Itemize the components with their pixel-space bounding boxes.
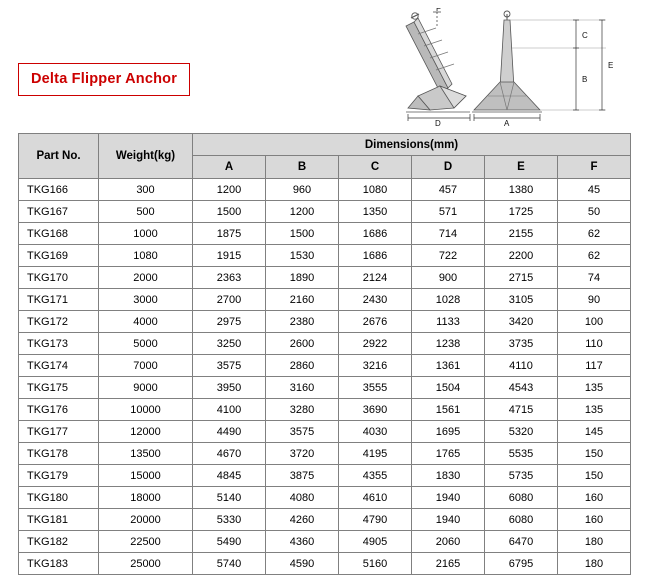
diagram-label-d: D	[435, 119, 441, 126]
cell-dim-e: 3735	[485, 333, 558, 355]
cell-part-no: TKG169	[19, 245, 99, 267]
cell-dim-f: 145	[558, 421, 631, 443]
cell-dim-a: 1875	[193, 223, 266, 245]
table-row	[19, 377, 631, 399]
cell-dim-f: 62	[558, 245, 631, 267]
cell-weight: 300	[99, 179, 193, 201]
cell-weight: 20000	[99, 509, 193, 531]
table-row	[19, 421, 631, 443]
cell-dim-b: 2860	[266, 355, 339, 377]
cell-part-no: TKG173	[19, 333, 99, 355]
cell-dim-a: 2975	[193, 311, 266, 333]
cell-dim-d: 1561	[412, 399, 485, 421]
cell-dim-f: 117	[558, 355, 631, 377]
cell-dim-d: 900	[412, 267, 485, 289]
cell-weight: 5000	[99, 333, 193, 355]
cell-dim-d: 1028	[412, 289, 485, 311]
cell-dim-c: 3555	[339, 377, 412, 399]
table-body	[19, 179, 631, 575]
cell-dim-d: 714	[412, 223, 485, 245]
cell-dim-d: 1695	[412, 421, 485, 443]
cell-dim-f: 150	[558, 465, 631, 487]
cell-dim-b: 4080	[266, 487, 339, 509]
cell-dim-e: 4715	[485, 399, 558, 421]
cell-dim-c: 4030	[339, 421, 412, 443]
cell-dim-b: 4260	[266, 509, 339, 531]
cell-part-no: TKG180	[19, 487, 99, 509]
cell-weight: 13500	[99, 443, 193, 465]
cell-dim-b: 2600	[266, 333, 339, 355]
table-row	[19, 531, 631, 553]
cell-dim-b: 1530	[266, 245, 339, 267]
specification-table	[18, 133, 631, 575]
header-dim-b: B	[266, 156, 339, 179]
header-dim-f: F	[558, 156, 631, 179]
cell-dim-e: 1725	[485, 201, 558, 223]
cell-dim-b: 3280	[266, 399, 339, 421]
cell-dim-e: 6795	[485, 553, 558, 575]
table-row	[19, 179, 631, 201]
cell-dim-c: 1686	[339, 245, 412, 267]
page-title-box	[18, 63, 190, 96]
cell-dim-f: 135	[558, 377, 631, 399]
cell-dim-f: 74	[558, 267, 631, 289]
diagram-label-b: B	[582, 75, 588, 84]
cell-dim-a: 5140	[193, 487, 266, 509]
cell-part-no: TKG182	[19, 531, 99, 553]
cell-weight: 2000	[99, 267, 193, 289]
cell-dim-b: 1200	[266, 201, 339, 223]
cell-dim-b: 1890	[266, 267, 339, 289]
cell-part-no: TKG179	[19, 465, 99, 487]
cell-dim-f: 90	[558, 289, 631, 311]
table-row	[19, 355, 631, 377]
cell-dim-a: 5490	[193, 531, 266, 553]
cell-dim-e: 2715	[485, 267, 558, 289]
table-header-row-1	[19, 134, 631, 156]
table-row	[19, 245, 631, 267]
cell-dim-a: 4670	[193, 443, 266, 465]
cell-dim-e: 2200	[485, 245, 558, 267]
cell-dim-b: 4360	[266, 531, 339, 553]
cell-dim-d: 1133	[412, 311, 485, 333]
cell-dim-d: 1830	[412, 465, 485, 487]
cell-dim-a: 1200	[193, 179, 266, 201]
cell-dim-d: 1940	[412, 509, 485, 531]
cell-dim-a: 3950	[193, 377, 266, 399]
cell-dim-e: 3105	[485, 289, 558, 311]
cell-dim-b: 2160	[266, 289, 339, 311]
table-head	[19, 134, 631, 179]
cell-part-no: TKG174	[19, 355, 99, 377]
diagram-label-e: E	[608, 61, 614, 70]
cell-dim-a: 3575	[193, 355, 266, 377]
table-row	[19, 443, 631, 465]
header-dim-a: A	[193, 156, 266, 179]
cell-dim-e: 5320	[485, 421, 558, 443]
cell-dim-b: 3875	[266, 465, 339, 487]
cell-dim-c: 3216	[339, 355, 412, 377]
cell-dim-c: 4905	[339, 531, 412, 553]
cell-dim-f: 62	[558, 223, 631, 245]
cell-dim-b: 3720	[266, 443, 339, 465]
header-dim-e: E	[485, 156, 558, 179]
cell-dim-d: 2060	[412, 531, 485, 553]
table-row	[19, 465, 631, 487]
cell-dim-c: 4790	[339, 509, 412, 531]
cell-dim-b: 1500	[266, 223, 339, 245]
cell-dim-c: 1080	[339, 179, 412, 201]
cell-weight: 1080	[99, 245, 193, 267]
cell-dim-e: 5535	[485, 443, 558, 465]
cell-dim-c: 2676	[339, 311, 412, 333]
cell-part-no: TKG183	[19, 553, 99, 575]
cell-dim-b: 3160	[266, 377, 339, 399]
cell-part-no: TKG175	[19, 377, 99, 399]
header-dim-d: D	[412, 156, 485, 179]
cell-weight: 25000	[99, 553, 193, 575]
cell-dim-d: 571	[412, 201, 485, 223]
diagram-label-c: C	[582, 31, 588, 40]
cell-dim-c: 2124	[339, 267, 412, 289]
table-row	[19, 509, 631, 531]
cell-dim-e: 6080	[485, 487, 558, 509]
cell-dim-c: 2922	[339, 333, 412, 355]
cell-dim-a: 1915	[193, 245, 266, 267]
cell-dim-c: 4355	[339, 465, 412, 487]
cell-dim-c: 4610	[339, 487, 412, 509]
cell-dim-a: 2363	[193, 267, 266, 289]
cell-dim-f: 110	[558, 333, 631, 355]
cell-weight: 4000	[99, 311, 193, 333]
table-row	[19, 201, 631, 223]
cell-dim-e: 2155	[485, 223, 558, 245]
cell-weight: 12000	[99, 421, 193, 443]
table-row	[19, 289, 631, 311]
cell-dim-f: 180	[558, 531, 631, 553]
specification-table-wrapper	[18, 133, 631, 575]
cell-dim-f: 150	[558, 443, 631, 465]
cell-part-no: TKG168	[19, 223, 99, 245]
cell-dim-c: 1686	[339, 223, 412, 245]
cell-part-no: TKG177	[19, 421, 99, 443]
cell-dim-f: 160	[558, 487, 631, 509]
cell-dim-f: 50	[558, 201, 631, 223]
table-row	[19, 267, 631, 289]
cell-part-no: TKG171	[19, 289, 99, 311]
cell-dim-a: 2700	[193, 289, 266, 311]
cell-dim-b: 2380	[266, 311, 339, 333]
cell-dim-e: 4110	[485, 355, 558, 377]
cell-dim-b: 960	[266, 179, 339, 201]
cell-dim-c: 2430	[339, 289, 412, 311]
cell-part-no: TKG172	[19, 311, 99, 333]
cell-dim-d: 457	[412, 179, 485, 201]
cell-dim-f: 45	[558, 179, 631, 201]
cell-dim-e: 6080	[485, 509, 558, 531]
header-part-no: Part No.	[19, 134, 99, 179]
cell-weight: 22500	[99, 531, 193, 553]
cell-weight: 1000	[99, 223, 193, 245]
cell-dim-b: 3575	[266, 421, 339, 443]
cell-weight: 500	[99, 201, 193, 223]
cell-dim-d: 1765	[412, 443, 485, 465]
cell-dim-a: 5740	[193, 553, 266, 575]
cell-dim-e: 4543	[485, 377, 558, 399]
cell-dim-a: 4845	[193, 465, 266, 487]
cell-dim-d: 1504	[412, 377, 485, 399]
cell-dim-e: 5735	[485, 465, 558, 487]
cell-dim-d: 1940	[412, 487, 485, 509]
cell-weight: 10000	[99, 399, 193, 421]
cell-part-no: TKG166	[19, 179, 99, 201]
cell-part-no: TKG176	[19, 399, 99, 421]
table-row	[19, 553, 631, 575]
diagram-label-f: F	[436, 8, 441, 13]
cell-part-no: TKG167	[19, 201, 99, 223]
cell-dim-b: 4590	[266, 553, 339, 575]
table-row	[19, 223, 631, 245]
header-dim-c: C	[339, 156, 412, 179]
cell-dim-c: 3690	[339, 399, 412, 421]
cell-dim-d: 2165	[412, 553, 485, 575]
cell-dim-a: 5330	[193, 509, 266, 531]
cell-part-no: TKG170	[19, 267, 99, 289]
table-row	[19, 311, 631, 333]
cell-weight: 18000	[99, 487, 193, 509]
cell-dim-c: 1350	[339, 201, 412, 223]
cell-dim-d: 1361	[412, 355, 485, 377]
cell-dim-f: 180	[558, 553, 631, 575]
cell-dim-c: 5160	[339, 553, 412, 575]
cell-dim-e: 3420	[485, 311, 558, 333]
cell-dim-d: 1238	[412, 333, 485, 355]
cell-part-no: TKG181	[19, 509, 99, 531]
table-row	[19, 487, 631, 509]
diagram-label-a: A	[504, 119, 510, 126]
cell-dim-f: 160	[558, 509, 631, 531]
header-dimensions: Dimensions(mm)	[193, 134, 631, 156]
cell-dim-a: 4490	[193, 421, 266, 443]
cell-dim-e: 1380	[485, 179, 558, 201]
cell-dim-a: 3250	[193, 333, 266, 355]
header-weight: Weight(kg)	[99, 134, 193, 179]
cell-dim-f: 135	[558, 399, 631, 421]
cell-dim-a: 4100	[193, 399, 266, 421]
cell-dim-c: 4195	[339, 443, 412, 465]
anchor-side-view	[406, 8, 470, 126]
table-row	[19, 333, 631, 355]
cell-weight: 7000	[99, 355, 193, 377]
cell-weight: 9000	[99, 377, 193, 399]
anchor-front-view	[472, 11, 542, 126]
cell-dim-a: 1500	[193, 201, 266, 223]
cell-dim-e: 6470	[485, 531, 558, 553]
anchor-dimension-diagram	[378, 8, 640, 126]
cell-dim-f: 100	[558, 311, 631, 333]
page-title: Delta Flipper Anchor	[31, 71, 178, 87]
cell-dim-d: 722	[412, 245, 485, 267]
cell-weight: 15000	[99, 465, 193, 487]
cell-weight: 3000	[99, 289, 193, 311]
table-row	[19, 399, 631, 421]
cell-part-no: TKG178	[19, 443, 99, 465]
